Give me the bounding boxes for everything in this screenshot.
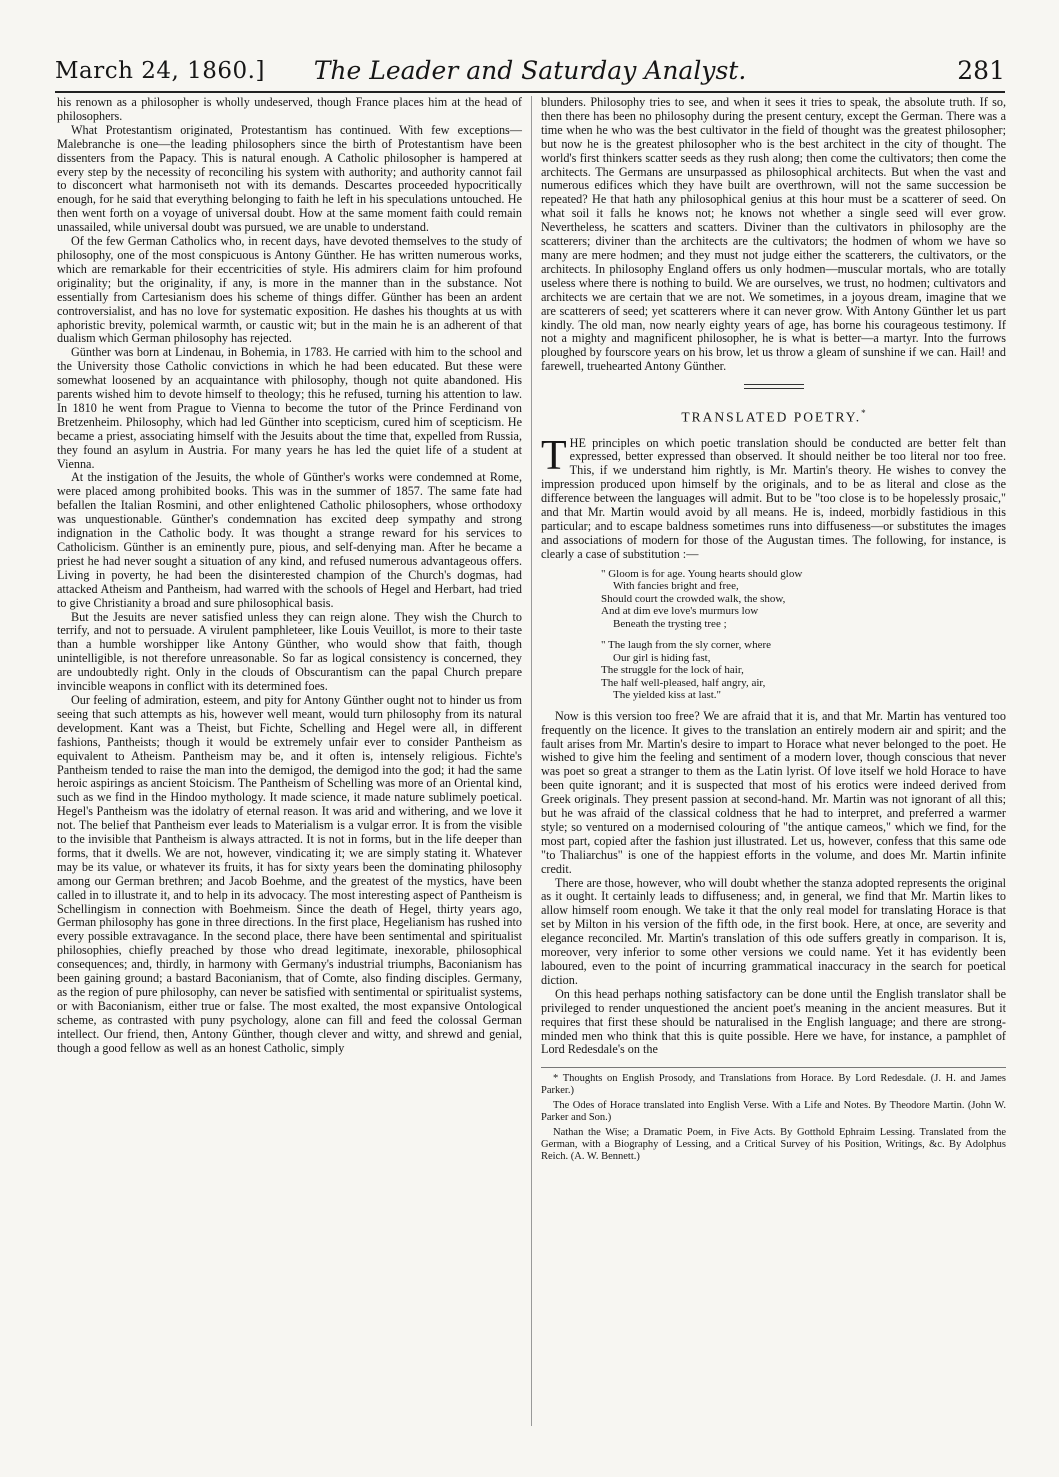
- column-divider: [531, 96, 532, 1426]
- poem-line: The half well-pleased, half angry, air,: [601, 676, 766, 689]
- poem-line: " The laugh from the sly corner, where: [601, 639, 772, 652]
- paragraph: On this head perhaps nothing satisfactory can be done until the English translator shall be privileged to render unquestioned the ancient poet's meaning in the ancient measures. But it requires that first these should be naturalised in the English language; and there are strong-minded men who think that this is quite possible. Here we have, for instance, a pamphlet of Lord Redesdale's on the: [541, 986, 1006, 1057]
- poem-line: With fancies bright and free,: [613, 580, 739, 593]
- paragraph: his renown as a philosopher is wholly undeserved, though France places him at the head of philosophers.: [57, 95, 522, 123]
- paragraph: But the Jesuits are never satisfied unless they can reign alone. They wish the Church to terrify, and not to persuade. A virulent pamphleteer, like Louis Veuillot, is more to their taste than a humble worshipper like Antony Günther, who would show that faith, though unintelligible, is not therefore unreasonable. So far as logical consistency is concerned, they are undoubtedly right. Only in the clouds of Obscurantism can the papal Church prepare invincible weapons in conflict with its determined foes.: [57, 609, 522, 694]
- paragraph: Of the few German Catholics who, in recent days, have devoted themselves to the study of philosophy, one of the most conspicuous is Antony Günther. He has written numerous works, which are remarkable for their eccentricities of style. His admirers claim for him profound originality; but the originality, if any, is more in the manner than in the substance. Not essentially from Cartesianism does his scheme of things differ. Günther has been an ardent controversialist, and has no love for systematic exposition. He dashes his thoughts at us with aphoristic brevity, polemical warmth, or caustic wit; but in the main he is an adherent of that dualism which German philosophy has rejected.: [57, 234, 522, 346]
- issue-date: March 24, 1860.]: [55, 58, 265, 84]
- paragraph: What Protestantism originated, Protestantism has continued. With few exceptions—Malebranche is one—the leading philosophers since the birth of Protestantism have been dissenters from the Papacy. This is natural enough. A Catholic philosopher is hampered at every step by the necessity of reconciling his system with authority; and authority cannot fail to disconcert what harmoniseth not with its demands. Descartes proceeded hypocritically enough, for he said that everything belonging to faith he left in his speculations untouched. He then went forth on a voyage of universal doubt. How at the same moment faith could remain unassailed, while universal doubt was pursued, we are unable to understand.: [57, 122, 522, 235]
- paragraph: Our feeling of admiration, esteem, and pity for Antony Günther ought not to hinder us from seeing that such attempts as his, however well meant, would turn philosophy from its natural development. Kant was a Theist, but Fichte, Schelling and Hegel were all, in different fashions, Pantheists; though it would be extremely unfair ever to consider Pantheism as equivalent to Atheism. Pantheism may be, and it often is, intensely religious. Fichte's Pantheism tended to raise the man into the demigod, the demigod into the god; it had the same heroic aspirings as ancient Stoicism. The Pantheism of Schelling was more of an Oriental kind, such as we find in the Hindoo mythology. It made science, it made nature sublimely poetical. Hegel's Pantheism was the idolatry of eternal reason. It was arid and withering, and we love it not. The belief that Pantheism ever leads to Materialism is a vulgar error. It is from the visible to the invisible that Pantheism is always attracted. It is not in forms, but in the life deeper than forms, that it dwells. We are not, however, vindicating it; we are simply stating it. Whatever may be its value, or whatever its fruits, it has for sixty years been the dominating philosophy among our German brethren; and Jacob Boehme, and the greatest of the mystics, have been called in to illustrate it, and to help in its advocacy. The most interesting aspect of Pantheism is Schellingism in connection with Boehmeism. Since the death of Hegel, thirty years ago, German philosophy has gone in three directions. In the first place, Hegelianism has rushed into every possible extravagance. In the second place, there have been sentimental and spiritualist philosophies, chiefly preached by those who dread legitimate, inexorable, philosophical consequences; and, thirdly, in harmony with Germany's industrial triumphs, Baconianism has been gaining ground; a bastard Baconianism, that of Comte, also finding disciples. Germany, as the region of pure philosophy, can never be satisfied with sentimental or spiritualist systems, or with Baconianism, either true or false. The most exalted, the most expansive Ontological scheme, as contrasted with puny psychology, alone can fill and feed the colossal German intellect. Our friend, then, Antony Günther, though clever and witty, and shrewd and genial, though a good fellow as well as an honest Catholic, simply: [57, 692, 522, 1055]
- page-number: 281: [957, 56, 1005, 85]
- poem-line: " Gloom is for age. Young hearts should glow: [601, 567, 803, 580]
- publication-title: The Leader and Saturday Analyst.: [313, 56, 747, 85]
- poem-line: And at dim eve love's murmurs low: [601, 605, 759, 618]
- paragraph: At the instigation of the Jesuits, the whole of Günther's works were condemned at Rome, were placed among prohibited books. This was in the summer of 1857. The same fate had befallen the Italian Rosmini, and other enlightened Catholic philosophers, whose orthodoxy was unquestionable. Günther's condemnation has excited deep sympathy and strong indignation in the Catholic body. It was thought a strange reward for his services to Catholicism. Günther is an eminently pure, pious, and self-denying man. After he became a priest he had never sought a situation of any kind, and refused numerous advantageous offers. Living in poverty, he had been the disinterested champion of the Church's dogmas, had attacked Atheism and Pantheism, had warred with the schools of Hegel and Herbart, had tried to give Christianity a broad and sure philosophical basis.: [57, 470, 522, 610]
- poem-line: The yielded kiss at last.": [613, 689, 722, 702]
- poem-line: The struggle for the lock of hair,: [601, 664, 744, 677]
- left-column: [57, 96, 522, 1466]
- poem-line: Should court the crowded walk, the show,: [601, 592, 786, 605]
- footnotes: [541, 1067, 1006, 1163]
- paragraph: Günther was born at Lindenau, in Bohemia, in 1783. He carried with him to the school and the University those Catholic convictions in which he had been educated. But these were somewhat loosened by an acquaintance with philosophy, though not quite abandoned. His parents wished him to devote himself to theology; this he refused, turning his attention to law. In 1810 he went from Prague to Vienna to become the tutor of the Prince Ferdinand von Bretzenheim. Philosophy, which had led Günther into scepticism, cured him of scepticism. He became a priest, associating himself with the Jesuits about the time that, expelled from Russia, they found an asylum in Austria. For many years he has led the quiet life of a student at Vienna.: [57, 345, 522, 471]
- lead-paragraph-text: HE principles on which poetic translation should be conducted are better felt than expressed, better expressed than observed. It should neither be too literal nor too free. This, if we understand him rightly, is Mr. Martin's theory. He wishes to convey the impression produced upon himself by the originals, and to be as literal and close as the difference between the languages will admit. But to be "too close is to be hopelessly prosaic," and that Mr. Martin would avoid by all means. He is, indeed, morbidly fastidious in this particular; and to escape baldness sometimes runs into diffuseness—or substitutes the images and associations of modern for those of the Augustan times. The following, for instance, is clearly a case of substitution :—: [541, 435, 1006, 561]
- lead-paragraph: [541, 432, 1006, 562]
- paragraph: There are those, however, who will doubt whether the stanza adopted represents the original as it ought. It certainly leads to diffuseness; and, in general, we find that Mr. Martin likes to allow himself room enough. We take it that the only real model for translating Horace is that set by Milton in his version of the fifth ode, in the first book. Here, at once, are severity and elegance reconciled. Mr. Martin's translation of this ode suffers greatly in comparison. It is, moreover, very inferior to some other versions we could name. Yet it has evidently been laboured, even to the point of incurring grammatical inaccuracy in the search for poetical diction.: [541, 875, 1006, 987]
- footnote-mark: *: [861, 408, 866, 419]
- footnote: The Odes of Horace translated into English Verse. With a Life and Notes. By Theodore Martin. (John W. Parker and Son.): [541, 1100, 1006, 1124]
- footnote: Nathan the Wise; a Dramatic Poem, in Five Acts. By Gotthold Ephraim Lessing. Translated from the German, with a Biography of Lessing, and a Critical Survey of his Position, Writings, &c. By Adolphus Reich. (A. W. Bennett.): [541, 1127, 1006, 1163]
- drop-cap: T: [541, 432, 567, 479]
- section-heading-text: TRANSLATED POETRY.: [681, 409, 862, 425]
- poem-line: Beneath the trysting tree ;: [613, 617, 727, 630]
- quoted-poem: [601, 568, 1006, 702]
- page-header: [55, 50, 1005, 94]
- paragraph: blunders. Philosophy tries to see, and when it sees it tries to speak, the absolute truth. If so, then there has been no philosophy during the present century, except the German. There was a time when he who was the best cultivator in the field of thought was the greatest philosopher; but now he is the greatest philosopher who is the best architect in the city of thought. The world's first thinkers scatter seeds as they rush along; then come the cultivators; then come the architects. The Germans are unsurpassed as philosophical architects. But when the vast and numerous edifices which they have built are overthrown, will not the same succession be repeated? He that hath any philosophical genius at this hour must be a scatterer of seed. On what soil it falls he knows not; he knows not whether a single seed will ever grow. Nevertheless, he scatters and scatters. Diviner than the cultivators in philosophy are the scatterers; diviner than the architects are the cultivators; the hodmen of whom we have so many are mere hodmen; and they must not judge either the scatterers, the cultivators, or the architects. In philosophy England offers us only hodmen—muscular mortals, who are totally useless where there is nothing to build. We are ourselves, we trust, no hodmen; cultivators and architects we are certain that we are not. We sometimes, in a joyous dream, imagine that we are scatterers of seed; yet scatterers where it can never grow. With Antony Günther let us part kindly. The old man, now nearly eighty years of age, has borne his courageous testimony. If not a mighty and magnificent philosopher, he is what is better—a martyr. Into the furrows ploughed by fourscore years on his brow, let us throw a gleam of sunshine if we can. Hail! and farewell, truehearted Antony Günther.: [541, 95, 1006, 374]
- header-rule: [55, 91, 1005, 93]
- section-heading: [541, 407, 1006, 424]
- paragraph: Now is this version too free? We are afraid that it is, and that Mr. Martin has ventured too frequently on the licence. It gives to the translation an entirely modern air and spirit; and the fault arises from Mr. Martin's desire to impart to Horace what never belonged to the poet. He wished to give him the feeling and sentiment of a modern lover, though conscious that never was poet so great a stranger to them as the Latin lyrist. Of love itself we hold Horace to have been quite ignorant; and it is suspected that most of his erotics were indeed derived from Greek originals. They present passion at second-hand. Mr. Martin was not ignorant of all this; but he was afraid of the classical coldness that he had to interpret, and preferred a warmer style; so ventured on a modernised colouring of "the antique cameos," which we find, for the most part, copied after the fashion just illustrated. Let us, however, confess that this same ode "to Thaliarchus" is one of the happiest efforts in the volume, and does Mr. Martin infinite credit.: [541, 708, 1006, 876]
- poem-line: Our girl is hiding fast,: [613, 651, 711, 664]
- right-column: [541, 96, 1006, 1466]
- section-separator: [744, 384, 804, 389]
- footnote: * Thoughts on English Prosody, and Translations from Horace. By Lord Redesdale. (J. H. and James Parker.): [541, 1073, 1006, 1097]
